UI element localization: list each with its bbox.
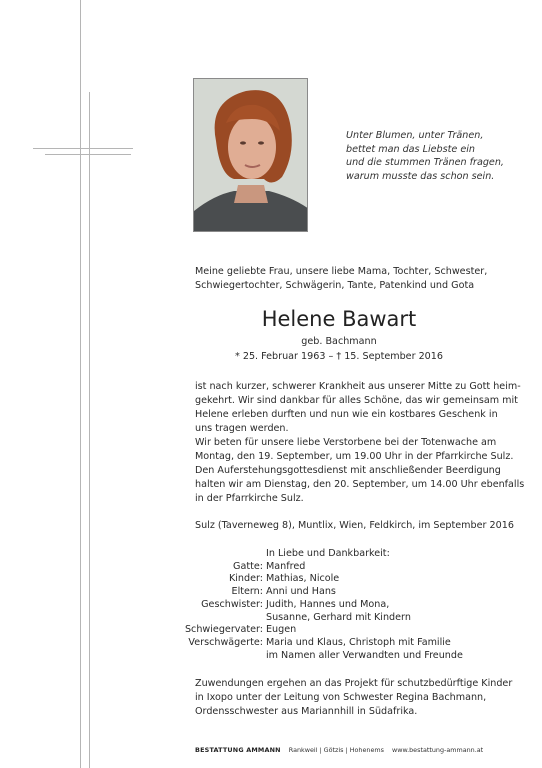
mourner-row xyxy=(160,624,490,637)
mourner-row xyxy=(160,637,490,650)
cross-vertical-short xyxy=(89,92,90,768)
mourner-label xyxy=(160,650,266,663)
mourner-names: Maria und Klaus, Christoph mit Familie xyxy=(266,636,451,648)
poem-line: und die stummen Tränen fragen, xyxy=(346,157,504,169)
wake-paragraph xyxy=(195,436,514,464)
mourner-label: Schwiegervater: xyxy=(184,624,263,636)
mourner-names: Manfred xyxy=(266,560,306,572)
cross-vertical-long xyxy=(80,0,81,768)
funeral-home-name: BESTATTUNG AMMANN xyxy=(195,746,281,754)
paragraph-line: Wir beten für unsere liebe Verstorbene bei der Totenwache am xyxy=(195,437,497,448)
mourner-names: Judith, Hannes und Mona, xyxy=(266,598,390,610)
funeral-paragraph xyxy=(195,464,525,506)
funeral-home-url[interactable]: www.bestattung-ammann.at xyxy=(392,746,484,754)
paragraph-line: Ordensschwester aus Mariannhill in Südafrika. xyxy=(195,705,418,717)
deceased-name: Helene Bawart xyxy=(261,307,417,331)
mourner-row xyxy=(160,548,490,561)
paragraph-line: in der Pfarrkirche Sulz. xyxy=(195,492,304,504)
mourner-row xyxy=(160,650,490,663)
paragraph-line: ist nach kurzer, schwerer Krankheit aus unserer Mitte zu Gott heim- xyxy=(195,381,521,392)
paragraph-line: uns tragen werden. xyxy=(195,422,289,434)
announcement-paragraph xyxy=(195,380,521,436)
mourner-label xyxy=(160,548,266,561)
mourner-row xyxy=(160,599,490,612)
funeral-home-locations: Rankweil | Götzis | Hohenems xyxy=(288,746,384,754)
mourner-names: Eugen xyxy=(266,624,297,636)
mourner-label xyxy=(160,612,266,625)
mourner-names: im Namen aller Verwandten und Freunde xyxy=(266,649,463,661)
intro-line: Meine geliebte Frau, unsere liebe Mama, Tochter, Schwester, xyxy=(195,266,488,277)
donation-paragraph xyxy=(195,677,513,719)
mourner-names: Mathias, Nicole xyxy=(266,573,340,585)
cross-horizontal-top xyxy=(33,148,133,149)
maiden-name: geb. Bachmann xyxy=(301,336,377,347)
mourner-label: Eltern: xyxy=(231,586,263,598)
mourner-label: Geschwister: xyxy=(201,598,263,610)
paragraph-line: Helene erleben durften und nun wie ein kostbares Geschenk in xyxy=(195,408,498,420)
portrait-photo xyxy=(193,78,308,232)
life-dates: * 25. Februar 1963 – † 15. September 2016 xyxy=(235,351,443,362)
mourner-row xyxy=(160,561,490,574)
mourner-row xyxy=(160,573,490,586)
paragraph-line: Zuwendungen ergehen an das Projekt für schutzbedürftige Kinder xyxy=(195,678,513,689)
poem-line: bettet man das Liebste ein xyxy=(346,143,475,155)
mourner-label: Kinder: xyxy=(228,573,263,585)
paragraph-line: gekehrt. Wir sind dankbar für alles Schöne, das wir gemeinsam mit xyxy=(195,394,518,406)
poem-line: warum musste das schon sein. xyxy=(346,170,495,182)
intro-text xyxy=(195,265,488,293)
mourner-names: Susanne, Gerhard mit Kindern xyxy=(266,611,411,623)
mourners-list xyxy=(160,548,490,662)
intro-line: Schwiegertochter, Schwägerin, Tante, Patenkind und Gota xyxy=(195,279,475,291)
cross-horizontal-bottom xyxy=(45,154,131,155)
mourner-names: In Liebe und Dankbarkeit: xyxy=(266,548,390,559)
poem xyxy=(346,129,526,183)
mourner-names: Anni und Hans xyxy=(266,586,336,598)
poem-line: Unter Blumen, unter Tränen, xyxy=(346,130,484,141)
place-and-date: Sulz (Taverneweg 8), Muntlix, Wien, Feldkirch, im September 2016 xyxy=(195,520,514,531)
mourner-label: Verschwägerte: xyxy=(188,636,263,648)
mourner-label: Gatte: xyxy=(233,560,263,572)
paragraph-line: halten wir am Dienstag, den 20. September, um 14.00 Uhr ebenfalls xyxy=(195,478,525,490)
footer xyxy=(195,746,495,755)
paragraph-line: Montag, den 19. September, um 19.00 Uhr in der Pfarrkirche Sulz. xyxy=(195,450,514,462)
mourner-row xyxy=(160,586,490,599)
paragraph-line: Den Auferstehungsgottesdienst mit anschließender Beerdigung xyxy=(195,465,501,476)
paragraph-line: in Ixopo unter der Leitung von Schwester Regina Bachmann, xyxy=(195,691,487,703)
mourner-row xyxy=(160,612,490,625)
